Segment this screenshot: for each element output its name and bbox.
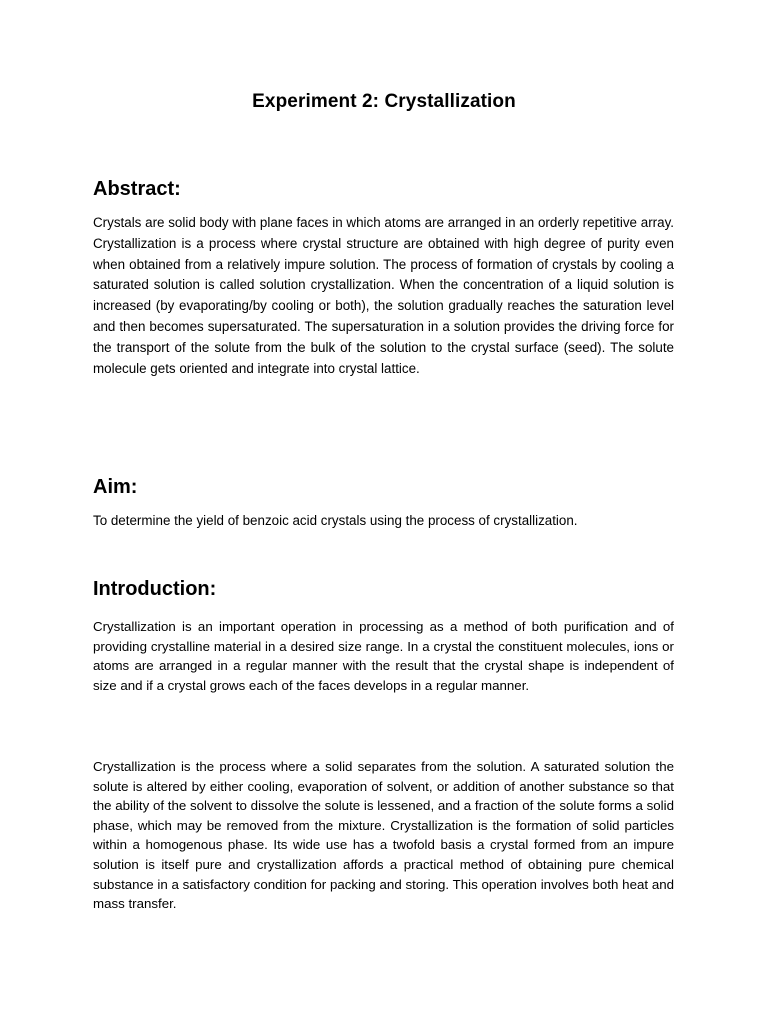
introduction-heading: Introduction:: [93, 578, 217, 600]
page-title: Experiment 2: Crystallization: [252, 91, 516, 112]
introduction-paragraph-1: Crystallization is an important operation in processing as a method of both purification and of providing crystalline material in a desired size range. In a crystal the constituent molecules, ions or atoms are arranged in a regular manner with the result that the crystal shape is independent of size and if a crystal grows each of the faces develops in a regular manner.: [93, 619, 674, 693]
abstract-paragraph: Crystals are solid body with plane faces in which atoms are arranged in an orderly repetitive array. Crystallization is a process where crystal structure are obtained with high degree of purity even when obtained from a relatively impure solution. The process of formation of crystals by cooling a saturated solution is called solution crystallization. When the concentration of a liquid solution is increased (by evaporating/by cooling or both), the solution gradually reaches the saturation level and then becomes supersaturated. The supersaturation in a solution provides the driving force for the transport of the solute from the bulk of the solution to the crystal surface (seed). The solute molecule gets oriented and integrate into crystal lattice.: [93, 215, 674, 376]
abstract-heading: Abstract:: [93, 178, 181, 200]
aim-heading: Aim:: [93, 476, 138, 498]
aim-paragraph: To determine the yield of benzoic acid crystals using the process of crystallization.: [93, 513, 578, 528]
introduction-paragraph-2: Crystallization is the process where a solid separates from the solution. A saturated solution the solute is altered by either cooling, evaporation of solvent, or addition of another substance so that the ability of the solvent to dissolve the solute is lessened, and a fraction of the solute forms a solid phase, which may be removed from the mixture. Crystallization is the formation of solid particles within a homogenous phase. Its wide use has a twofold basis a crystal formed from an impure solution is itself pure and crystallization affords a practical method of obtaining pure chemical substance in a satisfactory condition for packing and storing. This operation involves both heat and mass transfer.: [93, 759, 674, 912]
